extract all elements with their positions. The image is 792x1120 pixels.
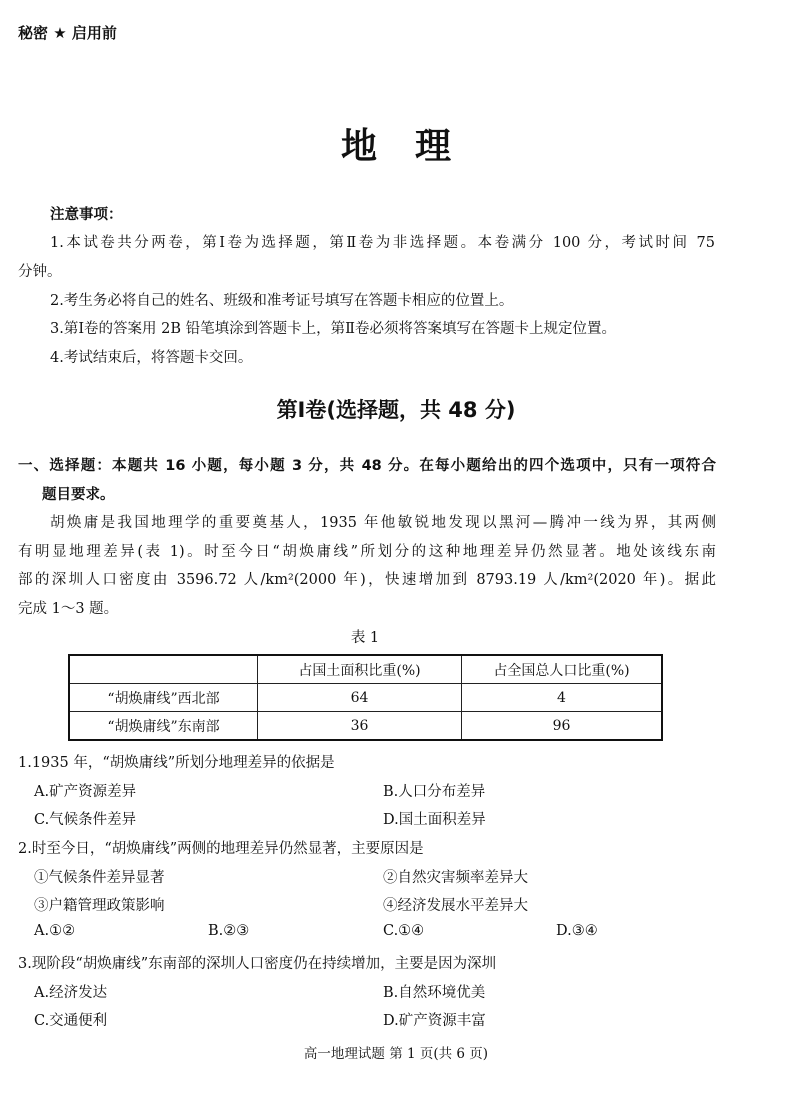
notice-heading: 注意事项： [50,207,123,223]
page-title: 地理 [340,126,489,167]
notice-item-3: 3.第Ⅰ卷的答案用 2B 铅笔填涂到答题卡上，第Ⅱ卷必须将答案填写在答题卡上规定位置。 [50,321,617,337]
question-1-stem: 1.1935 年，“胡焕庸线”所划分地理差异的依据是 [18,755,335,771]
notice-item-1-line-1: 1.本试卷共分两卷，第Ⅰ卷为选择题，第Ⅱ卷为非选择题。本卷满分 100 分，考试时间 75 [50,235,715,251]
question-3-option-d: D.矿产资源丰富 [383,1013,486,1029]
question-2-stem: 2.时至今日，“胡焕庸线”两侧的地理差异仍然显著，主要原因是 [18,841,424,857]
table-header-row [69,655,662,684]
question-2-statement-4: ④经济发展水平差异大 [383,898,528,914]
table-cell: 4 [462,684,663,712]
question-1-option-d: D.国土面积差异 [383,812,486,828]
question-2-statement-2: ②自然灾害频率差异大 [383,870,528,886]
notice-item-2: 2.考生务必将自己的姓名、班级和准考证号填写在答题卡相应的位置上。 [50,293,514,309]
question-3-option-c: C.交通便利 [34,1013,108,1029]
table-row [69,684,662,712]
passage-line-4: 完成 1～3 题。 [18,601,119,617]
secret-label: 秘密 ★ 启用前 [18,24,117,42]
question-2-option-d: D.③④ [556,923,598,939]
table-cell: “胡焕庸线”东南部 [69,712,258,741]
question-1-option-b: B.人口分布差异 [383,784,486,800]
question-2-option-c: C.①④ [383,923,425,939]
passage-line-3: 部的深圳人口密度由 3596.72 人/km²(2000 年)，快速增加到 8793.19 人/km²(2020 年)。据此 [18,572,716,588]
question-2-statement-3: ③户籍管理政策影响 [34,898,165,914]
passage-line-2: 有明显地理差异(表 1)。时至今日“胡焕庸线”所划分的这种地理差异仍然显著。地处该线东南 [18,544,716,560]
question-2-option-b: B.②③ [208,923,250,939]
question-1-option-c: C.气候条件差异 [34,812,137,828]
table-cell: 36 [258,712,462,741]
section-title: 第Ⅰ卷(选择题，共 48 分) [276,398,516,422]
part-instructions-line-1: 一、选择题：本题共 16 小题，每小题 3 分，共 48 分。在每小题给出的四个选项中，只有一项符合 [18,458,716,474]
question-3-stem: 3.现阶段“胡焕庸线”东南部的深圳人口密度仍在持续增加，主要是因为深圳 [18,956,497,972]
notice-item-1-line-2: 分钟。 [18,264,62,280]
passage-line-1: 胡焕庸是我国地理学的重要奠基人，1935 年他敏锐地发现以黑河—腾冲一线为界，其两侧 [50,515,716,531]
notice-item-4: 4.考试结束后，将答题卡交回。 [50,350,253,366]
question-2-option-a: A.①② [34,923,76,939]
page-footer: 高一地理试题 第 1 页(共 6 页) [303,1046,489,1062]
table-header-cell: 占全国总人口比重(%) [462,655,663,684]
question-3-option-a: A.经济发达 [34,985,108,1001]
part-instructions-line-2: 题目要求。 [42,487,115,503]
table-cell: “胡焕庸线”西北部 [69,684,258,712]
question-3-option-b: B.自然环境优美 [383,985,486,1001]
data-table [68,654,663,741]
question-1-option-a: A.矿产资源差异 [34,784,137,800]
table-row [69,712,662,741]
table-cell: 96 [462,712,663,741]
table-header-cell [69,655,258,684]
table-caption: 表 1 [350,630,380,646]
question-2-statement-1: ①气候条件差异显著 [34,870,165,886]
table-header-cell: 占国土面积比重(%) [258,655,462,684]
table-cell: 64 [258,684,462,712]
